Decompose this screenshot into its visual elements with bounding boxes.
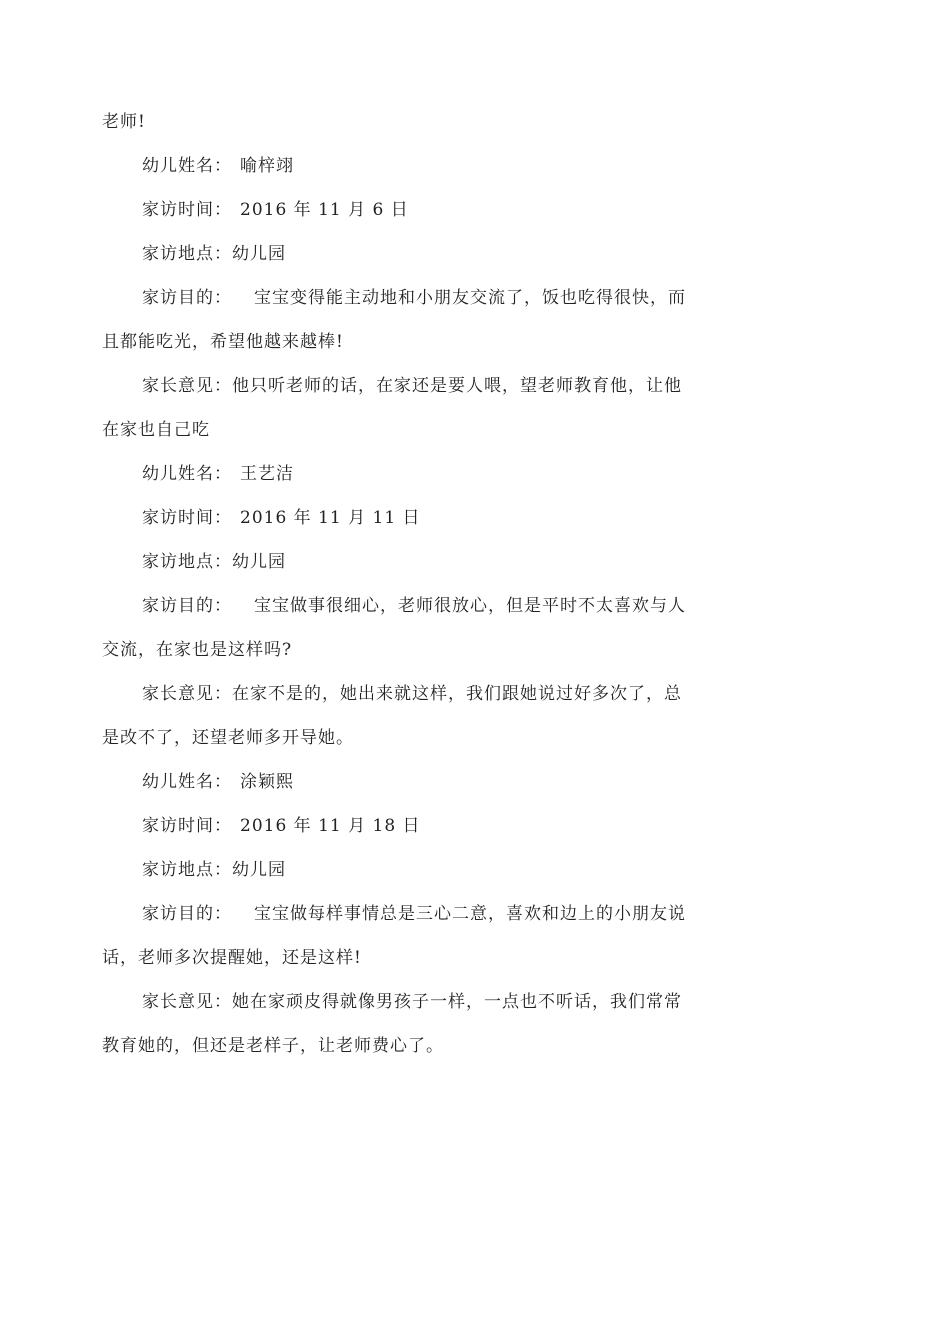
parent-opinion-cont: 教育她的，但还是老样子，让老师费心了。 [102,1036,444,1056]
visit-time-line [102,496,752,540]
parent-opinion-cont: 在家也自己吃 [102,420,210,440]
parent-opinion: 家长意见：他只听老师的话，在家还是要人喂，望老师教育他，让他 [142,376,682,396]
child-name-line [102,760,752,804]
field-label: 家访时间： [142,508,232,528]
field-label: 家访时间： [142,816,232,836]
text-line [102,628,752,672]
visit-place-line [102,232,752,276]
visit-place: 家访地点：幼儿园 [142,860,286,880]
visit-purpose-cont: 话，老师多次提醒她，还是这样! [102,948,362,968]
visit-time-line [102,804,752,848]
text-line [102,1024,752,1068]
child-name: 喻梓翊 [240,156,294,176]
document-body [102,100,752,1068]
child-name-line [102,144,752,188]
field-label: 家访目的： [142,288,232,308]
parent-opinion: 家长意见：她在家顽皮得就像男孩子一样，一点也不听话，我们常常 [142,992,682,1012]
text-line [102,716,752,760]
field-label: 家访时间： [142,200,232,220]
field-label: 幼儿姓名： [142,156,232,176]
visit-date: 2016 年 11 月 6 日 [240,200,409,220]
text-line [102,100,752,144]
text-line [102,320,752,364]
parent-opinion-line [102,672,752,716]
visit-purpose-line [102,892,752,936]
visit-place-line [102,540,752,584]
child-name: 涂颖熙 [240,772,294,792]
visit-time-line [102,188,752,232]
visit-purpose-line [102,276,752,320]
child-name: 王艺洁 [240,464,294,484]
field-label: 幼儿姓名： [142,464,232,484]
field-label: 家访目的： [142,596,232,616]
visit-place: 家访地点：幼儿园 [142,552,286,572]
text-line [102,408,752,452]
visit-purpose-cont: 且都能吃光，希望他越来越棒! [102,332,344,352]
parent-opinion-line [102,364,752,408]
visit-purpose: 宝宝做事很细心，老师很放心，但是平时不太喜欢与人 [254,596,686,616]
parent-opinion-cont: 是改不了，还望老师多开导她。 [102,728,354,748]
visit-purpose: 宝宝变得能主动地和小朋友交流了，饭也吃得很快，而 [254,288,686,308]
field-label: 家访目的： [142,904,232,924]
field-label: 幼儿姓名： [142,772,232,792]
child-name-line [102,452,752,496]
visit-date: 2016 年 11 月 11 日 [240,508,421,528]
visit-purpose: 宝宝做每样事情总是三心二意，喜欢和边上的小朋友说 [254,904,686,924]
visit-date: 2016 年 11 月 18 日 [240,816,421,836]
visit-place-line [102,848,752,892]
visit-purpose-line [102,584,752,628]
visit-purpose-cont: 交流，在家也是这样吗? [102,640,293,660]
parent-opinion: 家长意见：在家不是的，她出来就这样，我们跟她说过好多次了，总 [142,684,682,704]
visit-place: 家访地点：幼儿园 [142,244,286,264]
parent-opinion-line [102,980,752,1024]
text-run: 老师! [102,112,146,132]
text-line [102,936,752,980]
